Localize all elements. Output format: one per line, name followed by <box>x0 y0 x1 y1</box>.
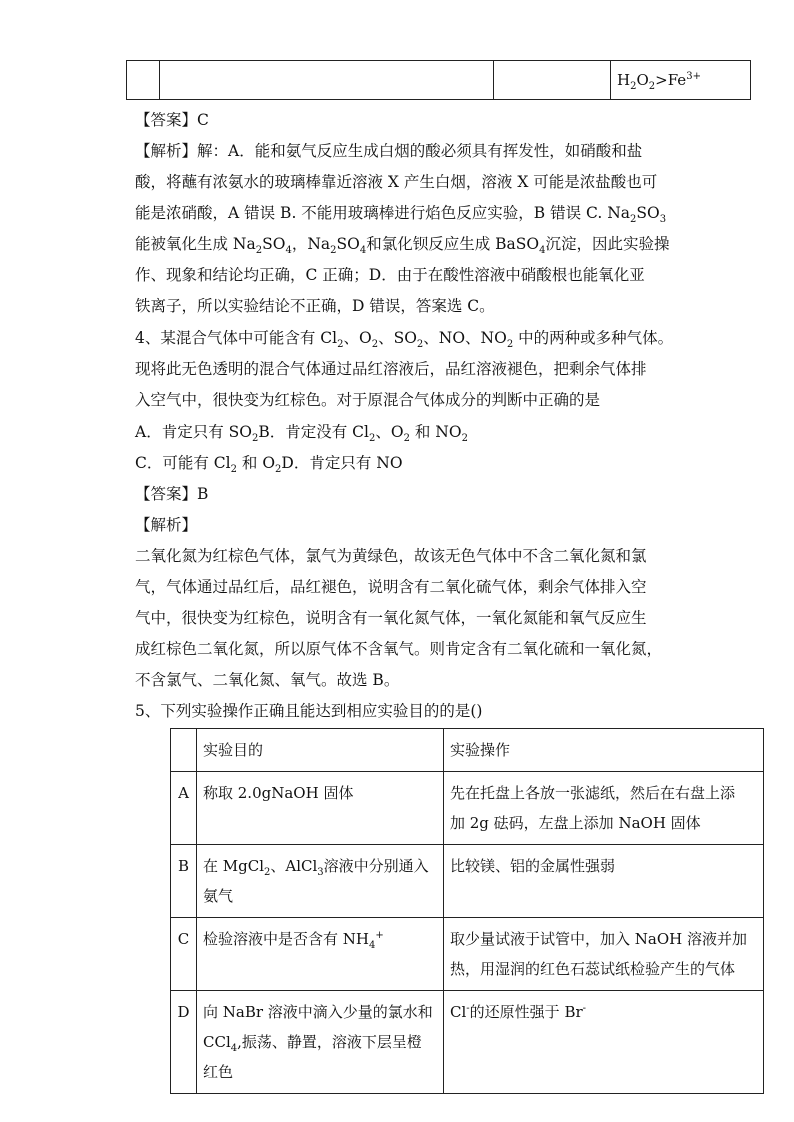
table-row <box>171 991 764 1094</box>
q4-stem: 入空气中，很快变为红棕色。对于原混合气体成分的判断中正确的是 <box>135 391 601 409</box>
q4-analysis-line: 不含氯气、二氧化氮、氧气。故选 B。 <box>135 671 400 689</box>
table-row <box>127 61 751 100</box>
previous-question-table <box>126 60 751 100</box>
purpose-cell: 检验溶液中是否含有 $NH_4^+$ <box>197 918 444 991</box>
q4-analysis-line: 气，气体通过品红后，品红褪色，说明含有二氧化硫气体，剩余气体排入空 <box>135 578 647 596</box>
row-letter: C <box>171 918 197 991</box>
purpose-cell: 称取 2.0gNaOH 固体 <box>197 772 444 845</box>
table-cell <box>127 61 160 100</box>
operation-cell: 取少量试液于试管中，加入 NaOH 溶液并加 热，用湿润的红色石蕊试纸检验产生的气体 <box>444 918 764 991</box>
table-row <box>171 772 764 845</box>
q3-analysis-line: 铁离子，所以实验结论不正确，D 错误，答案选 C。 <box>135 297 495 315</box>
purpose-cell: 在 MgCl$_2$、AlCl$_3$溶液中分别通入 氨气 <box>197 845 444 918</box>
option-a: A．肯定只有 $SO_2$ <box>135 423 259 445</box>
row-letter: D <box>171 991 197 1094</box>
table-row <box>171 918 764 991</box>
conclusion-cell: $H_2O_2>Fe^{3+}$ <box>611 61 751 100</box>
table-cell <box>171 729 197 772</box>
q3-analysis-line: 作、现象和结论均正确，C 正确；D．由于在酸性溶液中硝酸根也能氧化亚 <box>135 266 645 284</box>
header-purpose: 实验目的 <box>197 729 444 772</box>
q3-analysis-line: 能被氧化生成 $Na_2SO_4$，$Na_2SO_4$和氯化钡反应生成 BaSO$_4$沉淀，因此实验操 <box>135 235 670 257</box>
q3-analysis-line: 【解析】解：A．能和氨气反应生成白烟的酸必须具有挥发性，如硝酸和盐 <box>135 142 643 160</box>
q4-analysis-line: 成红棕色二氧化氮，所以原气体不含氧气。则肯定含有二氧化硫和一氧化氮， <box>135 640 663 658</box>
table-cell <box>160 61 494 100</box>
table-row <box>171 845 764 918</box>
q4-stem: 现将此无色透明的混合气体通过品红溶液后，品红溶液褪色，把剩余气体排 <box>135 360 647 378</box>
q4-analysis-line: 二氧化氮为红棕色气体，氯气为黄绿色，故该无色气体中不含二氧化氮和氯 <box>135 547 647 565</box>
q3-answer: 【答案】C <box>135 111 209 129</box>
q3-analysis-line: 酸，将蘸有浓氨水的玻璃棒靠近溶液 X 产生白烟，溶液 X 可能是浓盐酸也可 <box>135 173 658 191</box>
table-cell <box>494 61 611 100</box>
header-operation: 实验操作 <box>444 729 764 772</box>
q4-analysis-label: 【解析】 <box>135 516 198 534</box>
q4-options-cd <box>135 453 403 476</box>
row-letter: A <box>171 772 197 845</box>
q4-stem: 4、某混合气体中可能含有 $Cl_2$、$O_2$、$SO_2$、NO、$NO_2$ 中的两种或多种气体。 <box>135 329 674 351</box>
table-header-row <box>171 729 764 772</box>
purpose-cell: 向 NaBr 溶液中滴入少量的氯水和 CCl$_4$,振荡、静置，溶液下层呈橙 红色 <box>197 991 444 1094</box>
q3-analysis-line: 能是浓硝酸，A 错误 B. 不能用玻璃棒进行焰色反应实验，B 错误 C. $Na_2SO_3$ <box>135 204 667 226</box>
q5-table <box>170 728 764 1094</box>
operation-cell: Cl-的还原性强于 Br- <box>444 991 764 1094</box>
option-d: D．肯定只有 NO <box>281 454 403 472</box>
q4-options-ab <box>135 422 468 445</box>
option-b: B．肯定没有 $Cl_2$、$O_2$ 和 $NO_2$ <box>258 423 468 445</box>
row-letter: B <box>171 845 197 918</box>
option-c: C．可能有 $Cl_2$ 和 $O_2$ <box>135 454 282 476</box>
operation-cell: 先在托盘上各放一张滤纸，然后在右盘上添 加 2g 砝码，左盘上添加 NaOH 固体 <box>444 772 764 845</box>
q5-stem: 5、下列实验操作正确且能达到相应实验目的的是() <box>135 702 483 720</box>
q4-analysis-line: 气中，很快变为红棕色，说明含有一氧化氮气体，一氧化氮能和氧气反应生 <box>135 609 647 627</box>
operation-cell: 比较镁、铝的金属性强弱 <box>444 845 764 918</box>
q4-answer: 【答案】B <box>135 485 209 503</box>
